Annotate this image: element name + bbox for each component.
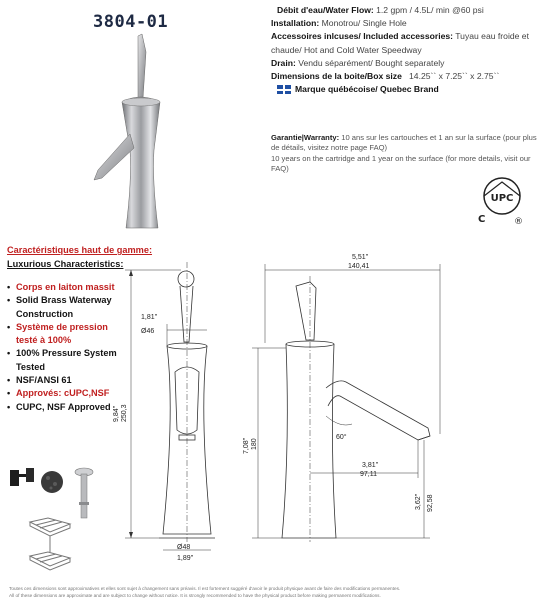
front-top-dia-in: 1,81''	[141, 314, 158, 321]
side-height-mm: 180	[251, 438, 258, 450]
side-reach-in: 3,81''	[362, 462, 379, 469]
feature-item: • 100% Pressure System Tested	[7, 347, 127, 374]
warranty-block	[271, 133, 547, 175]
feature-item: • Solid Brass Waterway Construction	[7, 294, 127, 321]
feature-item: • Approvés: cUPC,NSF	[7, 387, 127, 400]
hook-accessory-icon	[10, 468, 34, 486]
sponge-accessory-icon	[41, 471, 63, 493]
cupc-c-mark: C	[478, 214, 486, 225]
side-reach-mm: 97,11	[360, 471, 377, 478]
quebec-flag-icon	[277, 85, 291, 94]
feature-item: • Corps en laiton massit	[7, 281, 127, 294]
spec-accessories: Accessoires inlcuses/ Included accessories: Tuyau eau froide et chaude/ Hot and Cold Water Speedway	[271, 31, 529, 55]
front-height-mm: 250,3	[121, 404, 128, 422]
char-title-en: Luxurious Characteristics:	[7, 259, 124, 269]
side-angle: 60°	[336, 434, 347, 441]
side-view-drawing	[240, 248, 440, 548]
side-width-in: 5,51''	[352, 254, 369, 261]
cupc-text: UPC	[490, 193, 514, 204]
warranty-en: 10 years on the cartridge and 1 year on the surface (for more details, visit our FAQ)	[271, 153, 531, 174]
spec-flow: Débit d'eau/Water Flow: 1.2 gpm / 4.5L/ min @60 psi	[277, 5, 484, 15]
accessories-photos	[8, 462, 118, 587]
feature-item: • Système de pression testé à 100%	[7, 321, 127, 348]
feature-item: • CUPC, NSF Approved	[7, 401, 127, 414]
spec-drain: Drain: Vendu séparément/ Bought separately	[271, 57, 445, 68]
quebec-brand: Marque québécoise/ Quebec Brand	[271, 83, 547, 96]
footer-disclaimer	[9, 585, 544, 599]
spec-box-size: Dimensions de la boite/Box size 14.25`` x 7.25`` x 2.75``	[271, 71, 500, 82]
model-number: 3804-01	[93, 12, 169, 32]
front-base-dia-in: 1,89''	[177, 555, 194, 562]
front-top-dia-mm: Ø46	[141, 328, 155, 335]
drain-accessory-icon	[75, 468, 93, 518]
side-width-mm: 140,41	[348, 263, 370, 270]
corner-shelf-icon	[30, 518, 70, 570]
cupc-logo	[474, 172, 530, 228]
spec-installation: Installation: Monotrou/ Single Hole	[271, 18, 407, 29]
footer-line-fr: Toutes ces dimensions sont approximatives et elles sont sujet à changement sans préavis. Il est fortement suggéré d'avoir le produit physique avant de faire des modifications permanentes.	[9, 586, 401, 591]
side-spout-h-in: 3,62''	[415, 493, 422, 510]
front-height-in: 9,84''	[113, 405, 120, 422]
char-title-fr: Caractéristiques haut de gamme:	[7, 245, 153, 255]
warranty-fr: Garantie|Warranty: 10 ans sur les cartouches et 1 an sur la surface (pour plus de détails, visitez notre page FAQ)	[271, 133, 537, 153]
side-height-in: 7,08''	[243, 437, 250, 454]
feature-item: • NSF/ANSI 61	[7, 374, 127, 387]
faucet-photo	[80, 30, 200, 230]
cupc-registered: ®	[514, 217, 523, 227]
front-view-drawing	[105, 262, 245, 562]
side-spout-h-mm: 92,58	[427, 494, 434, 512]
specs-panel	[271, 4, 547, 96]
front-base-dia-mm: Ø48	[177, 544, 191, 551]
footer-line-en: All of these dimensions are approximate and are subject to change without notice. It is strongly recommended to have the physical product before making permanent modifications.	[9, 593, 381, 598]
